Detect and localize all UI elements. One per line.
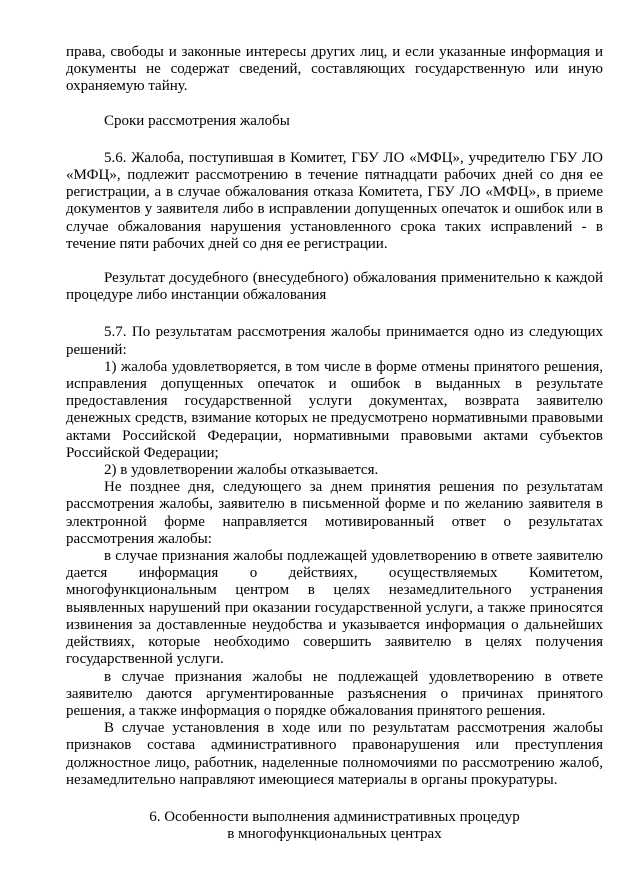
section-heading: [66, 809, 603, 843]
paragraph-5-6: 5.6. Жалоба, поступившая в Комитет, ГБУ ЛО «МФЦ», учредителю ГБУ ЛО «МФЦ», подлежит рассмотрению в течение пятнадцати рабочих дней со дня ее регистрации, а в случае обжалования отказа Комитета, ГБУ ЛО «МФЦ», в приеме документов у заявителя либо в исправлении допущенных опечаток и ошибок или в случае обжалования нарушения установленного срока таких исправлений - в течение пяти рабочих дней со дня ее регистрации.: [66, 149, 603, 252]
section-heading-line2: в многофункциональных центрах: [227, 826, 442, 843]
paragraph-continuation: права, свободы и законные интересы других лиц, и если указанные информация и документы не содержат сведений, составляющих государственную или иную охраняемую тайну.: [66, 44, 603, 95]
list-item-1: 1) жалоба удовлетворяется, в том числе в форме отмены принятого решения, исправления допущенных опечаток и ошибок в выданных в результате предоставления государственной услуги документах, возврата заявителю денежных средств, взимание которых не предусмотрено нормативными правовыми актами Российской Федерации, нормативными правовыми актами субъектов Российской Федерации;: [66, 358, 603, 461]
document-page: [66, 44, 603, 843]
section-heading-line1: 6. Особенности выполнения административных процедур: [149, 808, 520, 825]
list-item-2: 2) в удовлетворении жалобы отказывается.: [104, 462, 379, 479]
paragraph-prosecution: В случае установления в ходе или по результатам рассмотрения жалобы признаков состава административного правонарушения или преступления должностное лицо, работник, наделенные полномочиями по рассмотрению жалоб, незамедлительно направляют имеющиеся материалы в органы прокуратуры.: [66, 720, 603, 788]
paragraph-case-rejected: в случае признания жалобы не подлежащей удовлетворению в ответе заявителю даются аргументированные разъяснения о причинах принятого решения, а также информация о порядке обжалования принятого решения.: [66, 668, 603, 719]
paragraph-5-7: 5.7. По результатам рассмотрения жалобы принимается одно из следующих решений:: [66, 324, 603, 358]
subheading-appeal-result: Результат досудебного (внесудебного) обжалования применительно к каждой процедуре либо инстанции обжалования: [66, 270, 603, 304]
paragraph-response-deadline: Не позднее дня, следующего за днем принятия решения по результатам рассмотрения жалобы, заявителю в письменной форме и по желанию заявителя в электронной форме направляется мотивированный ответ о результатах рассмотрения жалобы:: [66, 479, 603, 547]
paragraph-case-satisfied: в случае признания жалобы подлежащей удовлетворению в ответе заявителю дается информация о действиях, осуществляемых Комитетом, многофункциональным центром в целях незамедлительного устранения выявленных нарушений при оказании государственной услуги, а также приносятся извинения за доставленные неудобства и указывается информация о дальнейших действиях, которые необходимо совершить заявителю в целях получения государственной услуги.: [66, 548, 603, 668]
subheading-review-terms: Сроки рассмотрения жалобы: [104, 112, 290, 129]
